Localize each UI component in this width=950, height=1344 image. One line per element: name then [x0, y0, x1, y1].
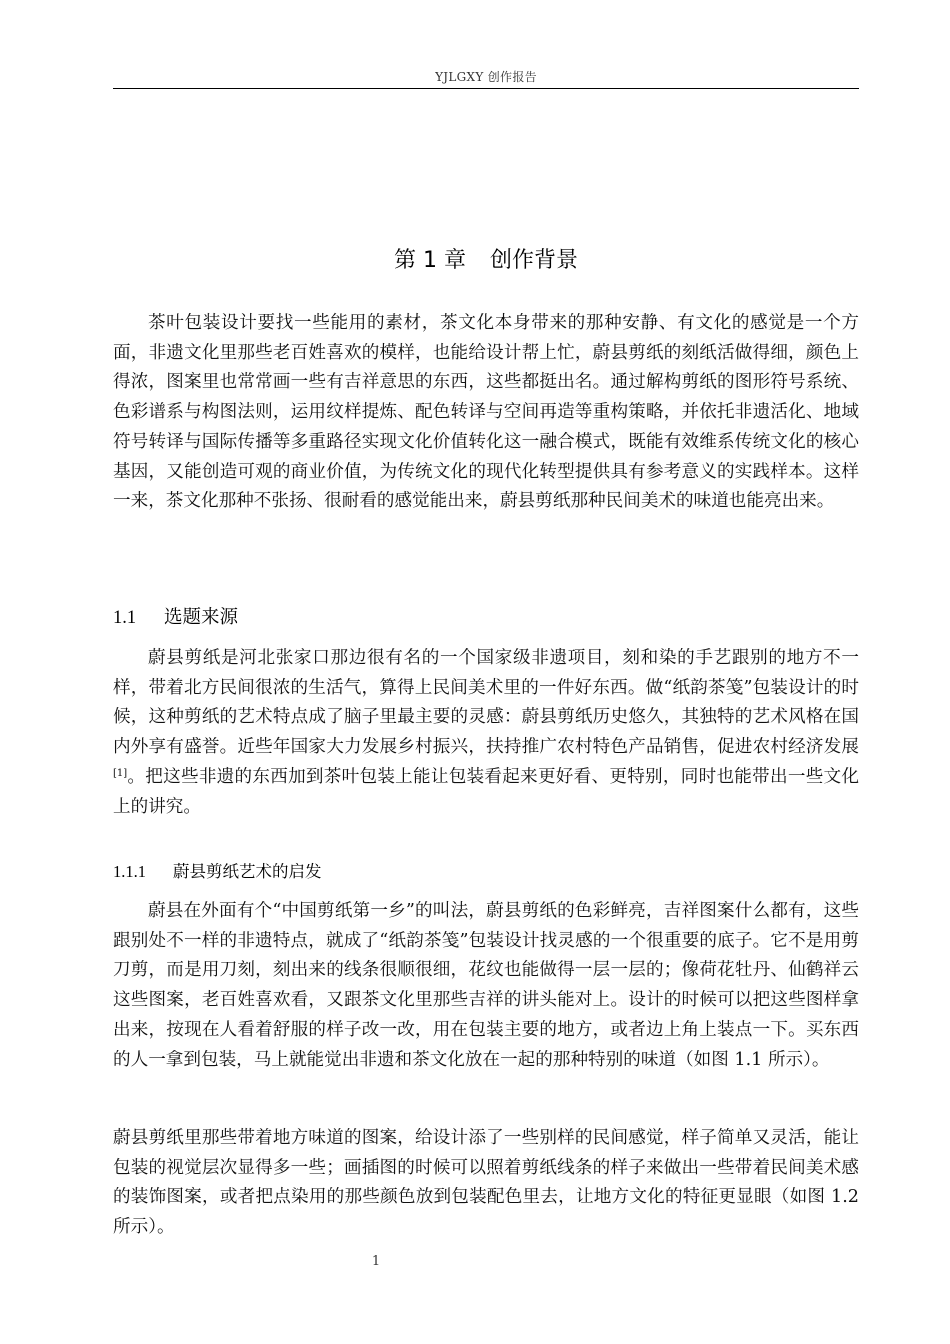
- intro-paragraph: 茶叶包装设计要找一些能用的素材，茶文化本身带来的那种安静、有文化的感觉是一个方面，非遗文化里那些老百姓喜欢的模样，也能给设计帮上忙，蔚县剪纸的刻纸活做得细，颜色上得浓，图案里也常常画一些有吉祥意思的东西，这些都挺出名。通过解构剪纸的图形符号系统、色彩谱系与构图法则，运用纹样提炼、配色转译与空间再造等重构策略，并依托非遗活化、地域符号转译与国际传播等多重路径实现文化价值转化这一融合模式，既能有效维系传统文化的核心基因，又能创造可观的商业价值，为传统文化的现代化转型提供具有参考意义的实践样本。这样一来，茶文化那种不张扬、很耐看的感觉能出来，蔚县剪纸那种民间美术的味道也能亮出来。: [113, 313, 859, 512]
- subsection-paragraph-1: 蔚县在外面有个“中国剪纸第一乡”的叫法，蔚县剪纸的色彩鲜亮，吉祥图案什么都有，这些跟别处不一样的非遗特点，就成了“纸韵茶笺”包装设计找灵感的一个很重要的底子。它不是用剪刀剪，而是用刀刻，刻出来的线条很顺很细，花纹也能做得一层一层的；像荷花牡丹、仙鹤祥云这些图案，老百姓喜欢看，又跟茶文化里那些吉祥的讲头能对上。设计的时候可以把这些图样拿出来，按现在人看着舒服的样子改一改，用在包装主要的地方，或者边上角上装点一下。买东西的人一拿到包装，马上就能觉出非遗和茶文化放在一起的那种特别的味道（如图 1.1 所示）。: [113, 901, 859, 1070]
- chapter-number: 第 1 章: [394, 248, 466, 273]
- subsection-title: 蔚县剪纸艺术的启发: [173, 862, 322, 881]
- citation-reference: [1]: [113, 767, 128, 779]
- header-rule: [113, 88, 859, 89]
- section-heading: [113, 603, 238, 629]
- paragraph-text-continued: 。把这些非遗的东西加到茶叶包装上能让包装看起来更好看、更特别，同时也能带出一些文化上的讲究。: [113, 766, 859, 817]
- page-number: 1: [371, 1254, 381, 1269]
- chapter-title: 创作背景: [489, 248, 578, 273]
- chapter-heading: [113, 243, 859, 274]
- subsection-heading: [113, 858, 322, 882]
- subsection-number: 1.1.1: [113, 862, 146, 881]
- section-paragraph: [113, 644, 859, 822]
- section-title: 选题来源: [164, 607, 239, 628]
- running-header: YJLGXY 创作报告: [435, 70, 537, 84]
- paragraph-text: 蔚县剪纸是河北张家口那边很有名的一个国家级非遗项目，刻和染的手艺跟别的地方不一样，带着北方民间很浓的生活气，算得上民间美术里的一件好东西。做“纸韵茶笺”包装设计的时候，这种剪纸的艺术特点成了脑子里最主要的灵感：蔚县剪纸历史悠久，其独特的艺术风格在国内外享有盛誉。近些年国家大力发展乡村振兴，扶持推广农村特色产品销售，促进农村经济发展: [113, 648, 859, 758]
- subsection-paragraph-2: 蔚县剪纸里那些带着地方味道的图案，给设计添了一些别样的民间感觉，样子简单又灵活，能让包装的视觉层次显得多一些；画插图的时候可以照着剪纸线条的样子来做出一些带着民间美术感的装饰图案，或者把点染用的那些颜色放到包装配色里去，让地方文化的特征更显眼（如图 1.2 所示）。: [113, 1128, 859, 1238]
- section-number: 1.1: [113, 608, 137, 628]
